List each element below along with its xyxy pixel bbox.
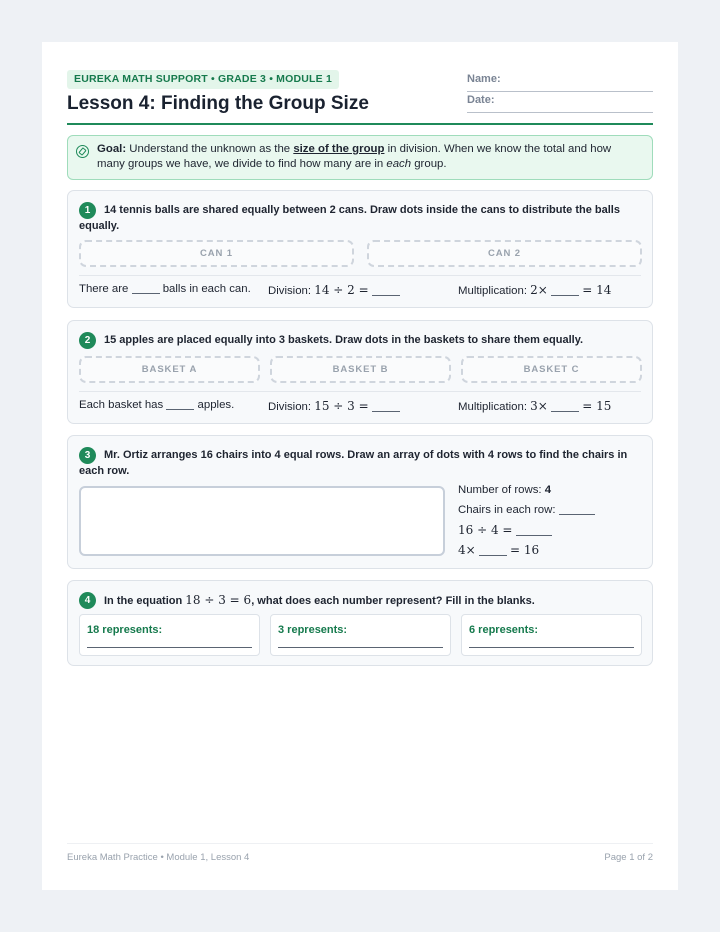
question-1-division-blank[interactable]: [372, 285, 400, 296]
student-info: [467, 72, 653, 114]
basket-c-drop-area[interactable]: BASKET C: [461, 356, 642, 383]
question-3-card: [67, 435, 653, 569]
module-badge: EUREKA MATH SUPPORT • GRADE 3 • MODULE 1: [67, 70, 339, 89]
question-1-multiplication: Multiplication: 2× = 14: [458, 283, 612, 297]
question-2-division: Division: 15 ÷ 3 =: [268, 399, 400, 413]
goal-label: Goal:: [97, 143, 127, 155]
question-3-division-blank[interactable]: [516, 525, 552, 536]
date-field[interactable]: [467, 93, 653, 113]
question-2-number: 2: [79, 332, 96, 349]
array-drawing-area[interactable]: [79, 486, 445, 556]
question-3-prompt: Mr. Ortiz arranges 16 chairs into 4 equal rows. Draw an array of dots with 4 rows to find the chairs in each row.: [79, 449, 628, 477]
question-4-number: 4: [79, 592, 96, 609]
question-1-divider: [79, 275, 641, 276]
page-number: Page 1 of 2: [604, 852, 653, 863]
question-3-multiplication: 4× = 16: [458, 543, 540, 557]
rows-value: 4: [544, 484, 552, 496]
apples-per-basket-blank[interactable]: [166, 399, 194, 410]
represents-18-line[interactable]: [87, 647, 252, 648]
date-label: Date:: [467, 94, 495, 106]
question-1-multiplication-blank[interactable]: [551, 285, 579, 296]
rows-info: Number of rows: 4: [458, 484, 552, 496]
question-1-division: Division: 14 ÷ 2 =: [268, 283, 400, 297]
question-2-card: [67, 320, 653, 424]
represents-3-box[interactable]: [270, 614, 451, 656]
worksheet-page: [42, 42, 678, 890]
basket-a-drop-area[interactable]: BASKET A: [79, 356, 260, 383]
represents-18-label: 18 represents:: [87, 624, 163, 636]
page-title: Lesson 4: Finding the Group Size: [67, 93, 369, 114]
goal-box: [67, 135, 653, 180]
goal-text-a: Understand the unknown as the: [126, 143, 294, 155]
question-2-answer: Each basket has apples.: [79, 399, 235, 411]
represents-6-label: 6 represents:: [469, 624, 539, 636]
goal-emphasis: size of the group: [293, 143, 385, 155]
compass-icon: [76, 145, 89, 158]
represents-3-line[interactable]: [278, 647, 443, 648]
footer-divider: [67, 843, 653, 844]
can-1-drop-area[interactable]: CAN 1: [79, 240, 354, 267]
name-label: Name:: [467, 73, 501, 85]
represents-3-label: 3 represents:: [278, 624, 348, 636]
footer-source: Eureka Math Practice • Module 1, Lesson 4: [67, 852, 250, 863]
chairs-per-row-blank[interactable]: [559, 504, 595, 515]
chairs-per-row: Chairs in each row:: [458, 504, 595, 516]
represents-6-box[interactable]: [461, 614, 642, 656]
question-2-prompt: 15 apples are placed equally into 3 baskets. Draw dots in the baskets to share them equally.: [104, 334, 584, 346]
question-3-multiplication-blank[interactable]: [479, 545, 507, 556]
goal-text-b: in division. When we know the total and how many groups we have, we divide to find how many are in: [97, 143, 612, 170]
represents-6-line[interactable]: [469, 647, 634, 648]
goal-text-c: group.: [411, 157, 447, 170]
question-2-multiplication: Multiplication: 3× = 15: [458, 399, 612, 413]
can-2-drop-area[interactable]: CAN 2: [367, 240, 642, 267]
represents-18-box[interactable]: [79, 614, 260, 656]
question-3-number: 3: [79, 447, 96, 464]
worksheet-header: [67, 70, 653, 124]
header-divider: [67, 123, 653, 125]
question-2-divider: [79, 391, 641, 392]
question-3-division: 16 ÷ 4 =: [458, 523, 552, 537]
question-1-card: [67, 190, 653, 308]
question-2-division-blank[interactable]: [372, 401, 400, 412]
question-2-multiplication-blank[interactable]: [551, 401, 579, 412]
question-4-prompt: In the equation 18 ÷ 3 = 6, what does each number represent? Fill in the blanks.: [104, 593, 535, 607]
question-4-card: [67, 580, 653, 666]
name-field[interactable]: [467, 72, 653, 92]
question-1-answer: There are balls in each can.: [79, 283, 251, 295]
question-1-prompt: 14 tennis balls are shared equally between 2 cans. Draw dots inside the cans to distribute the balls equally.: [79, 204, 620, 232]
basket-b-drop-area[interactable]: BASKET B: [270, 356, 451, 383]
goal-italic: each: [386, 157, 412, 170]
question-1-number: 1: [79, 202, 96, 219]
balls-per-can-blank[interactable]: [132, 283, 160, 294]
